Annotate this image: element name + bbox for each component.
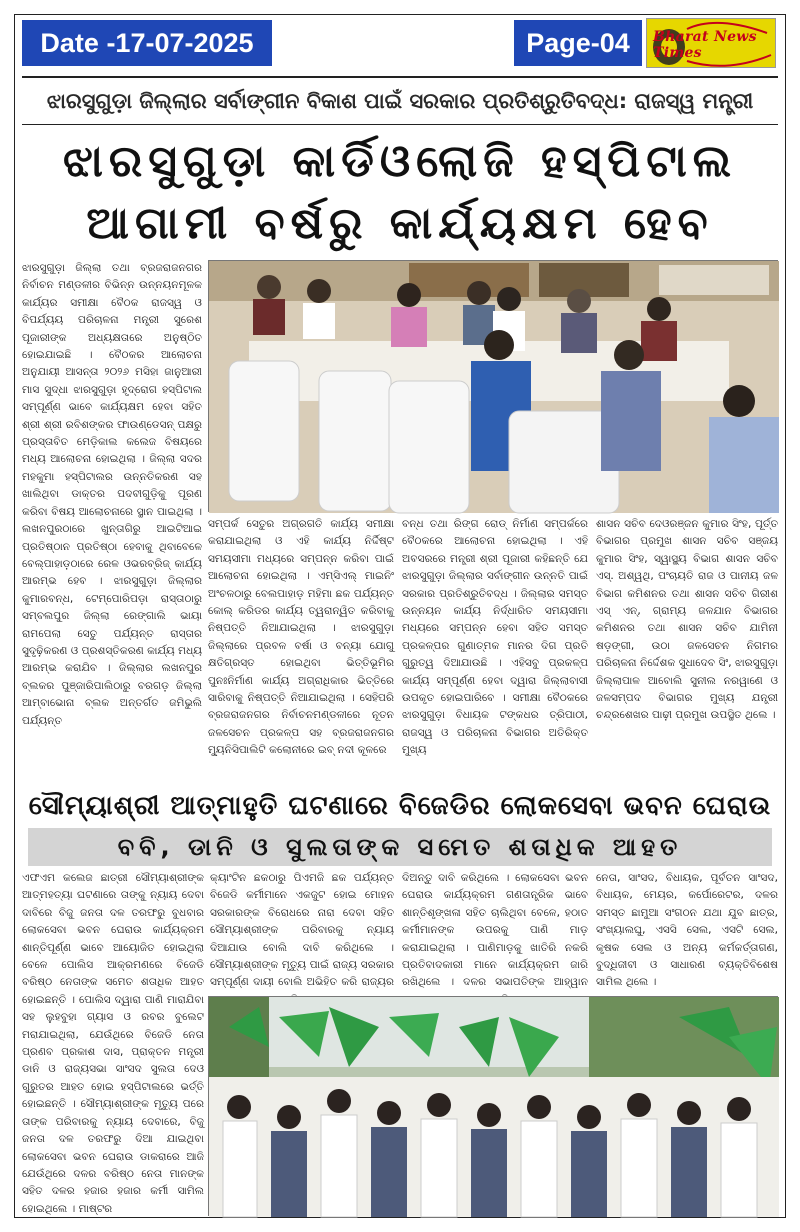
story2-col4-text: ନେତା, ସାଂସଦ, ବିଧାୟକ, ପୂର୍ବତନ ସାଂସଦ, ବିଧାୟକ, ମେୟର, କର୍ପୋରେଟର, ଦଳର ସମସ୍ତ ଛାମୁଆ ସଂଗଠନ ଯଥା ଯୁବ ଛାତ୍ର, ସଂଖ୍ୟାଲଘୁ, ଏସସି ସେଲ, ଏସଟି ସେଲ, କୃଷକ ସେଲ ଓ ଅନ୍ୟ କର୍ମକର୍ତ୍ତାଗଣ, ବୁଦ୍ଧିଜୀବୀ ଓ ସାଧାରଣ ବ୍ୟକ୍ତିବିଶେଷ ସାମିଲ ଥିଲେ । (596, 872, 778, 989)
story1-col3-text: ବନ୍ଧ ତଥା ରିଙ୍ଗ ରୋଡ୍ ନିର୍ମାଣ ସମ୍ପର୍କରେ ବୈଠକରେ ଆଲୋଚନା ହୋଇଥିଲା । ଏହି ଅବସରରେ ମନ୍ତ୍ରୀ ଶ୍ରୀ ପୂଜାରୀ କହିଛନ୍ତି ଯେ ଝାରସୁଗୁଡ଼ା ଜିଲ୍ଲାର ସର୍ବାଙ୍ଗୀନ ଉନ୍ନତି ପାଇଁ ସରକାର ପ୍ରତିଶ୍ରୁତିବଦ୍ଧ । ଜିଲ୍ଲାର ସମସ୍ତ ଉନ୍ନୟନ କାର୍ଯ୍ୟ ନିର୍ଦ୍ଧାରିତ ସମୟସୀମା ମଧ୍ୟରେ ସମ୍ପନ୍ନ ହେବା ସହିତ ସମସ୍ତ ପ୍ରକଳ୍ପର ଗୁଣାତ୍ମକ ମାନର ଦିଗ ପ୍ରତି ଗୁରୁତ୍ୱ ଦିଆଯାଉଛି । ଏହିସବୁ ପ୍ରକଳ୍ପ କାର୍ଯ୍ୟ ସମ୍ପୂର୍ଣ୍ଣ ହେବା ଦ୍ୱାରା ଜିଲ୍ଲାବାସୀ ଉପକୃତ ହୋଇପାରିବେ । ସମୀକ୍ଷା ବୈଠକରେ ଝାରସୁଗୁଡ଼ା ବିଧାୟକ ଟଙ୍କଧର ତ୍ରିପାଠୀ, ରାଜସ୍ୱ ଓ ପରିଚାଳନା ବିଭାଗର ଅତିରିକ୍ତ ମୁଖ୍ୟ (402, 518, 588, 757)
meeting-photo-image (209, 261, 779, 513)
story1-kicker: ଝାରସୁଗୁଡ଼ା ଜିଲ୍ଲାର ସର୍ବାଙ୍ଗୀନ ବିକାଶ ପାଇଁ ସରକାର ପ୍ରତିଶ୍ରୁତିବଦ୍ଧ: ରାଜସ୍ୱ ମନ୍ତ୍ରୀ (46, 89, 754, 113)
protest-photo-image (209, 997, 779, 1217)
story2-subhead: ବବି, ଡାନି ଓ ସୁଲତାଙ୍କ ସମେତ ଶତାଧିକ ଆହତ (28, 828, 772, 866)
story2-headline: ସୌମ୍ୟାଶ୍ରୀ ଆତ୍ମାହୁତି ଘଟଣାରେ ବିଜେଡିର ଲୋକସେବା ଭବନ ଘେରାଉ (28, 791, 772, 821)
story1-column-3 (402, 516, 588, 774)
story1-column-4 (596, 516, 778, 774)
story2-column-3 (402, 870, 588, 990)
story2-column-2 (210, 870, 394, 990)
masthead-logo (646, 18, 776, 68)
protest-photo (208, 996, 778, 1216)
story1-col2-text: ସମ୍ପର୍କ ସେତୁର ଅଗ୍ରଗତି କାର୍ଯ୍ୟ ସମୀକ୍ଷା କରାଯାଇଥିଲା ଓ ଏହି କାର୍ଯ୍ୟ ନିର୍ଦ୍ଦିଷ୍ଟ ସମୟସୀମା ମଧ୍ୟରେ ସମ୍ପନ୍ନ କରିବା ପାଇଁ ଆଲୋଚନା ହୋଇଥିଲା । ଏମ୍‌ସିଏଲ୍ ମାଇନିଂ ଅଂଚଳଠାରୁ ବେଲପାହାଡ଼ ମହିମା ଛକ ପର୍ଯ୍ୟନ୍ତ କୋଲ୍ କରିଡର କାର୍ଯ୍ୟ ତ୍ୱରାନ୍ୱିତ କରିବାକୁ ନିଷ୍ପତ୍ତି ନିଆଯାଇଥିଲା । ଝାରସୁଗୁଡ଼ା ଜିଲ୍ଲାରେ ପ୍ରବଳ ବର୍ଷା ଓ ବନ୍ୟା ଯୋଗୁ କ୍ଷତିଗ୍ରସ୍ତ ହୋଇଥିବା ଭିତ୍ତିଭୂମିର ପୁନଃନିର୍ମାଣ କାର୍ଯ୍ୟ ଅଗ୍ରାଧିକାର ଭିତ୍ତିରେ ସାରିବାକୁ ନିଷ୍ପତ୍ତି ନିଆଯାଇଥିଲା । ସେହିପରି ବ୍ରଜରାଜନଗର ନିର୍ବାଚନମଣ୍ଡଳୀରେ ନୂତନ ଜଳସେଚନ ପ୍ରକଳ୍ପ ସହ ବ୍ରଜରାଜନଗର ମ୍ୟୁନିସିପାଲିଟି କଲୋନୀରେ ଇବ୍ ନଦୀ କୂଳରେ (208, 518, 394, 757)
story2-column-1 (22, 870, 204, 1216)
story1-column-1 (22, 260, 202, 774)
date-label: Date -17-07-2025 (22, 20, 272, 66)
logo-text: Bharat News Times (653, 29, 757, 61)
story2-column-4 (596, 870, 778, 990)
story2-col1-text: ଏଫଏମ କଲେଜ ଛାତ୍ରୀ ସୌମ୍ୟାଶ୍ରୀଙ୍କ ଆତ୍ମହତ୍ୟା ଘଟଣାରେ ତାଙ୍କୁ ନ୍ୟାୟ ଦେବା ଦାବିରେ ବିଜୁ ଜନତା ଦଳ ତରଫରୁ ବୁଧବାର ଲୋକସେବା ଭବନ ଘେରାଉ କାର୍ଯ୍ୟକ୍ରମ ଶାନ୍ତିପୂର୍ଣ୍ଣ ଭାବେ ଆୟୋଜିତ ହୋଇଥିଲା ବେଳେ ପୋଲିସ ଆକ୍ରମଣରେ ବିଜେଡି ବରିଷ୍ଠ ନେତାଙ୍କ ସମେତ ଶତାଧିକ ଆହତ ହୋଇଛନ୍ତି । ପୋଲିସ ଦ୍ୱାରା ପାଣି ମାରାଯିବା ସହ ଲୁହବୁହା ଗ୍ୟାସ ଓ ରବର ବୁଲେଟ ମରାଯାଇଥିଲା, ଯେଉଁଥିରେ ବିଜେଡି ନେତା ପ୍ରଣବ ପ୍ରକାଶ ଦାସ, ପ୍ରାକ୍ତନ ମନ୍ତ୍ରୀ ଡାନି ଓ ରାଜ୍ୟସଭା ସାଂସଦ ସୁଲତା ଦେଓ ଗୁରୁତର ଆହତ ହୋଇ ହସ୍ପିଟାଲରେ ଭର୍ତ୍ତି ହୋଇଛନ୍ତି । ସୌମ୍ୟାଶ୍ରୀଙ୍କ ମୃତ୍ୟୁ ପରେ ତାଙ୍କ ପରିବାରକୁ ନ୍ୟାୟ ଦେବାରେ, ବିଜୁ ଜନତା ଦଳ ତରଫରୁ ଦିଆ ଯାଇଥିବା ଲୋକସେବା ଭବନ ଘେରାଉ ଡାକରାରେ ଆଜି ଯେଉଁଥିରେ ଦଳର ବରିଷ୍ଠ ନେତା ମାନଙ୍କ ସହିତ ଦଳର ହଜାର ହଜାର କର୍ମୀ ସାମିଲ ହୋଇଥିଲେ । ମାଷ୍ଟର (22, 872, 204, 1215)
meeting-photo (208, 260, 778, 512)
kicker-rule (22, 124, 778, 125)
story1-col1-text: ଝାରସୁଗୁଡ଼ା ଜିଲ୍ଲା ତଥା ବ୍ରଜରାଜନଗର ନିର୍ବାଚନ ମଣ୍ଡଳୀର ବିଭିନ୍ନ ଉନ୍ନୟନମୂଳକ କାର୍ଯ୍ୟର ସମୀକ୍ଷା ବୈଠକ ରାଜସ୍ୱ ଓ ବିପର୍ଯ୍ୟୟ ପରିଚାଳନା ମନ୍ତ୍ରୀ ସୁରେଶ ପୂଜାରୀଙ୍କ ଅଧ୍ୟକ୍ଷତାରେ ଅନୁଷ୍ଠିତ ହୋଇଯାଇଛି । ବୈଠକର ଆଲୋଚନା ଅନୁଯାୟୀ ଆସନ୍ତା ୨୦୨୬ ମସିହା ଜାନୁଆରୀ ମାସ ସୁଦ୍ଧା ଝାରସୁଗୁଡ଼ା ହୃଦ୍‌ରୋଗ ହସ୍ପିଟାଲ ସମ୍ପୂର୍ଣ୍ଣ ଭାବେ କାର୍ଯ୍ୟକ୍ଷମ ହେବା ସହିତ ଶ୍ରୀ ଶ୍ରୀ ରବିଶଙ୍କର ଫାଉଣ୍ଡେସନ୍ ପକ୍ଷରୁ ପ୍ରସ୍ତାବିତ ମେଡ଼ିକାଲ କଲେଜ ବିଷୟରେ ମଧ୍ୟ ଆଲୋଚନା ହୋଇଥିଲା । ଜିଲ୍ଲା ସଦର ମହକୁମା ହସ୍ପିଟାଲର ଉନ୍ନତିକରଣ ସହ ଖାଲିଥିବା ଡାକ୍ତର ପଦବୀଗୁଡ଼ିକୁ ପୂରଣ କରିବା ବିଷୟ ଆଲୋଚନାରେ ସ୍ଥାନ ପାଇଥିଲା । ଲଖନପୁରଠାରେ ଖୁନ୍ତାଗିରୁ ଆଇଟିଆଇ ପ୍ରତିଷ୍ଠାନ ପ୍ରତିଷ୍ଠା ହେବାକୁ ଥିବାବେଳେ ବେଲ୍ପାହାଡ଼ଠାରେ ରେଳ ଓଭରବ୍ରିଜ୍ କାର୍ଯ୍ୟ ଆରମ୍ଭ ହେବ । ଝାରସୁଗୁଡ଼ା ଜିଲ୍ଲାର କୁମାରବନ୍ଧ, ଟେମ୍ପୋରିପଡ଼ା ରାସ୍ତାଠାରୁ ସମ୍ବଲପୁର ଜିଲ୍ଲା ରେଙ୍ଗାଲି ଭାୟା ରାମପେଲା ସେତୁ ପର୍ଯ୍ୟନ୍ତ ରାସ୍ତାର ସୁଦୃଢ଼ିକରଣ ଓ ପ୍ରଶସ୍ତିକରଣ କାର୍ଯ୍ୟ ମଧ୍ୟ ଆରମ୍ଭ କରାଯିବ । ଜିଲ୍ଲାର ଲଖନପୁର ବ୍ଲକର ପୁଞ୍ଜାରିପାଲିଠାରୁ ବରଗଡ଼ ଜିଲ୍ଲା ଆମ୍ବାଭୋନା ବ୍ଲକ ଅନ୍ତର୍ଗତ ଜମିଭୁଲି ପର୍ଯ୍ୟନ୍ତ (22, 262, 202, 727)
story2-col2-text: କ୍ୟାଂଟିନ ଛକଠାରୁ ପିଏମଜି ଛକ ପର୍ଯ୍ୟନ୍ତ ବିଜେଡି କର୍ମୀମାନେ ଏକଜୁଟ ହୋଇ ମୋହନ ସରକାରଙ୍କ ବିରୋଧରେ ନାରା ଦେବା ସହିତ ସୌମ୍ୟାଶ୍ରୀଙ୍କ ପରିବାରକୁ ନ୍ୟାୟ ଦିଆଯାଉ ବୋଲି ଦାବି କରିଥିଲେ । ସୌମ୍ୟାଶ୍ରୀଙ୍କ ମୃତ୍ୟୁ ପାଇଁ ରାଜ୍ୟ ସରକାର ସମ୍ପୂର୍ଣ୍ଣ ଦାୟୀ ବୋଲି ଅଭିହିତ କରି ରାଜ୍ୟର (210, 872, 394, 989)
story1-headline-line2: ଆଗାମୀ ବର୍ଷରୁ କାର୍ଯ୍ୟକ୍ଷମ ହେବ (86, 198, 714, 249)
story2-col3-text: ଦିଅନ୍ତୁ ଦାବି କରିଥିଲେ । ଲୋକସେବା ଭବନ ଘେରାଉ କାର୍ଯ୍ୟକ୍ରମ ଗଣତାନ୍ତ୍ରିକ ଭାବେ ଶାନ୍ତିଶୃଙ୍ଖଳା ସହିତ ଚାଲିଥିବା ବେଳେ, ହଠାତ କର୍ମୀମାନଙ୍କ ଉପରକୁ ପାଣି ମାଡ଼ କରାଯାଇଥିଲା । ପାଣିମାଡ଼କୁ ଖାତିରି ନକରି ପ୍ରତିବାଦକାରୀ ମାନେ କାର୍ଯ୍ୟକ୍ରମ ଜାରି ରଖିଥିଲେ । ଦଳର ସଭାପତିଙ୍କ ଆହ୍ୱାନ (402, 872, 588, 989)
page-number-label: Page-04 (514, 20, 642, 66)
story1-headline-line1: ଝାରସୁଗୁଡ଼ା କାର୍ଡିଓଲୋଜି ହସ୍ପିଟାଲ (62, 136, 738, 187)
story1-col4-text: ଶାସନ ସଚିବ ଦେଓରଞ୍ଜନ କୁମାର ସିଂହ, ପୂର୍ତ୍ତ ବିଭାଗର ପ୍ରମୁଖ ଶାସନ ସଚିବ ସଞ୍ଜୟ କୁମାର ସିଂହ, ସ୍ୱାସ୍ଥ୍ୟ ବିଭାଗ ଶାସନ ସଚିବ ଏସ୍. ଅଶ୍ୱଥି, ପଂଚାୟତି ରାଜ ଓ ପାନୀୟ ଜଳ ବିଭାଗ କମିଶନର ତଥା ଶାସନ ସଚିବ ଗିରୀଶ ଏସ୍ ଏନ୍, ଗ୍ରାମ୍ୟ ଜଳଯାନ ବିଭାଗର କମିଶନର ତଥା ଶାସନ ସଚିବ ଯାମିନୀ ଷଡ଼ଙ୍ଗୀ, ଉଠା ଜଳସେଚନ ନିଗମର ପରିଚାଳନା ନିର୍ଦ୍ଦେଶକ ସୁଧାଦେବ ସିଂ, ଝାରସୁଗୁଡ଼ା ଜିଲ୍ଲାପାଳ ଆବୋଲି ସୁନୀଲ ନରୱାଣେ ଓ ଜଳସମ୍ପଦ ବିଭାଗର ମୁଖ୍ୟ ଯନ୍ତ୍ରୀ ଚନ୍ଦ୍ରଶେଖର ପାଢ଼ୀ ପ୍ରମୁଖ ଉପସ୍ଥିତ ଥିଲେ । (596, 518, 778, 722)
story1-column-2 (208, 516, 394, 774)
header-rule (22, 76, 778, 78)
